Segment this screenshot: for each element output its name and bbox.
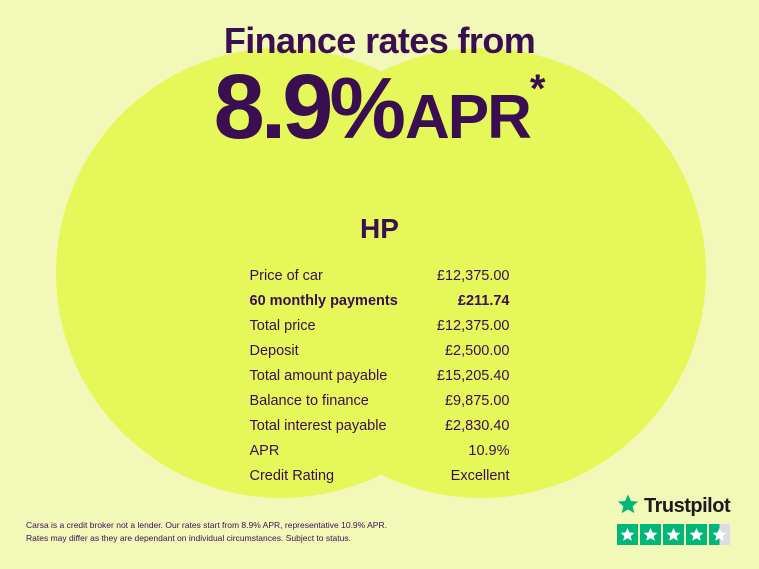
table-row xyxy=(250,388,510,413)
disclaimer-line-1: Carsa is a credit broker not a lender. Our rates start from 8.9% APR, representative 10.9% APR. xyxy=(26,519,387,530)
percent-symbol: % xyxy=(329,61,403,157)
rating-star-half xyxy=(709,524,730,545)
row-label: Balance to finance xyxy=(249,392,369,409)
table-row xyxy=(250,288,510,313)
row-value: 10.9% xyxy=(468,442,510,459)
row-value: £211.74 xyxy=(457,292,510,309)
rating-star-filled xyxy=(663,524,684,545)
trustpilot-star-icon xyxy=(617,493,639,520)
row-label: Total interest payable xyxy=(249,417,387,434)
table-row xyxy=(250,438,510,463)
trustpilot-logo xyxy=(617,493,735,520)
table-row xyxy=(250,413,510,438)
table-row xyxy=(250,263,510,288)
trustpilot-name: Trustpilot xyxy=(644,495,731,517)
row-label: Deposit xyxy=(249,342,299,359)
row-label: Price of car xyxy=(249,267,323,284)
row-value: £12,375.00 xyxy=(436,267,510,284)
row-value: £15,205.40 xyxy=(436,367,510,384)
row-value: £9,875.00 xyxy=(444,392,510,409)
product-title: HP xyxy=(360,213,399,245)
row-label: Total price xyxy=(249,317,316,334)
row-label: Total amount payable xyxy=(249,367,388,384)
legal-disclaimer xyxy=(26,519,486,545)
trustpilot-widget[interactable] xyxy=(617,493,735,545)
rating-star-filled xyxy=(640,524,661,545)
headline: Finance rates from xyxy=(223,20,536,61)
table-row xyxy=(250,363,510,388)
disclaimer-line-2: Rates may differ as they are dependant on individual circumstances. Subject to status. xyxy=(26,532,351,543)
rating-star-filled xyxy=(686,524,707,545)
row-value: Excellent xyxy=(450,467,510,484)
asterisk-marker: * xyxy=(529,67,546,111)
table-row xyxy=(250,338,510,363)
row-label: Credit Rating xyxy=(249,467,335,484)
rate-display xyxy=(0,56,759,158)
rate-number: 8.9 xyxy=(213,56,330,158)
row-value: £2,500.00 xyxy=(444,342,510,359)
row-label: 60 monthly payments xyxy=(249,292,398,309)
table-row xyxy=(250,463,510,488)
table-row xyxy=(250,313,510,338)
row-value: £12,375.00 xyxy=(436,317,510,334)
rating-star-filled xyxy=(617,524,638,545)
finance-breakdown-table xyxy=(250,263,510,488)
row-label: APR xyxy=(249,442,280,459)
trustpilot-rating-stars xyxy=(617,524,735,545)
apr-label: APR xyxy=(404,83,530,152)
row-value: £2,830.40 xyxy=(444,417,510,434)
